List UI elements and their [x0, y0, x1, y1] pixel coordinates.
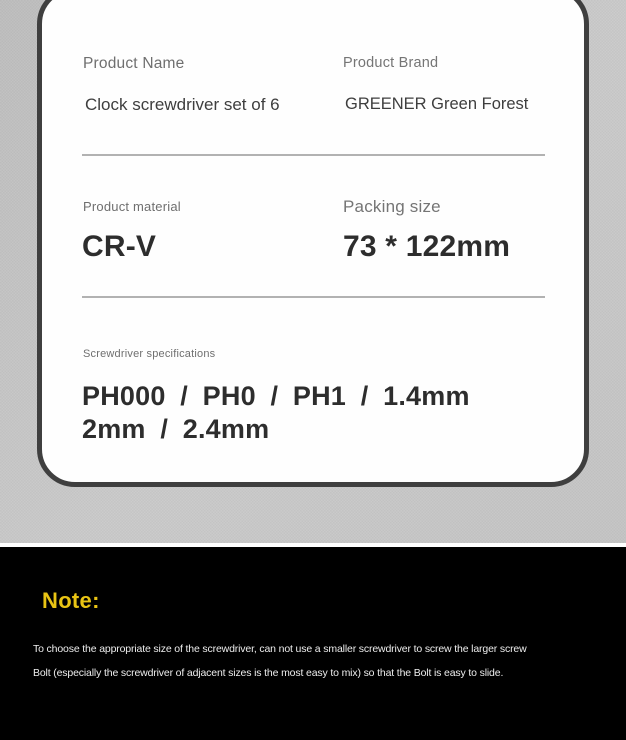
product-material-value: CR-V	[82, 230, 157, 263]
product-material-label: Product material	[83, 199, 181, 214]
product-brand-label: Product Brand	[343, 55, 439, 71]
note-title: Note:	[42, 588, 100, 613]
product-name-value: Clock screwdriver set of 6	[85, 95, 280, 114]
note-text-line2: Bolt (especially the screwdriver of adjacent sizes is the most easy to mix) so that the Bolt is easy to slide.	[33, 667, 504, 679]
product-name-label: Product Name	[83, 55, 185, 72]
product-brand-value: GREENER Green Forest	[345, 95, 529, 113]
packing-size-value: 73 * 122mm	[343, 230, 511, 263]
divider	[82, 296, 545, 298]
screwdriver-specs-value-line2: 2mm / 2.4mm	[82, 414, 270, 444]
screwdriver-specs-label: Screwdriver specifications	[83, 348, 216, 360]
packing-size-label: Packing size	[343, 197, 441, 216]
screwdriver-specs-value-line1: PH000 / PH0 / PH1 / 1.4mm	[82, 381, 470, 411]
divider	[82, 154, 545, 156]
note-text-line1: To choose the appropriate size of the screwdriver, can not use a smaller screwdriver to screw the larger screw	[33, 643, 527, 655]
